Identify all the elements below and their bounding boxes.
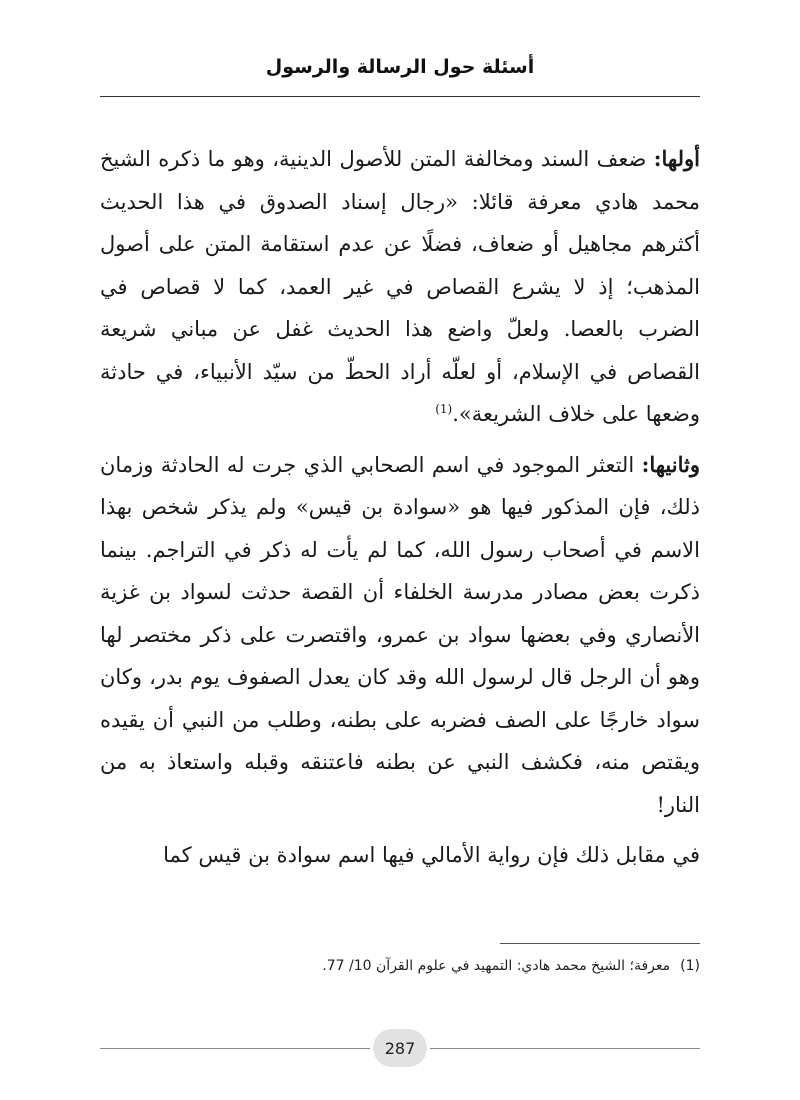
body-text (100, 138, 700, 885)
paragraph-1-text: ضعف السند ومخالفة المتن للأصول الدينية، وهو ما ذكره الشيخ محمد هادي معرفة قائلا: «رجال إسناد الصدوق في هذا الحديث أكثرهم مجاهيل أو ضعاف، فضلًا عن عدم استقامة المتن على أصول المذهب؛ إذ لا يشرع القصاص في غير العمد، كما لا قصاص في الضرب بالعصا. ولعلّ واضع هذا الحديث غفل عن مباني شريعة القصاص في الإسلام، أو لعلّه أراد الحطّ من سيّد الأنبياء، في حادثة وضعها على خلاف الشريعة». (100, 147, 700, 426)
footnote-rule (500, 943, 700, 944)
footnote-number: (1) (680, 958, 700, 974)
paragraph-3 (100, 834, 700, 877)
header-rule (100, 96, 700, 97)
paragraph-2-text: التعثر الموجود في اسم الصحابي الذي جرت له الحادثة وزمان ذلك، فإن المذكور فيها هو «سوادة بن قيس» ولم يذكر شخص بهذا الاسم في أصحاب رسول الله، كما لم يأت له ذكر في التراجم. بينما ذكرت بعض مصادر مدرسة الخلفاء أن القصة حدثت لسواد بن غزية الأنصاري وفي بعضها سواد بن عمرو، واقتصرت على ذكر مختصر لها وهو أن الرجل قال لرسول الله وقد كان يعدل الصفوف يوم بدر، وكان سواد خارجًا على الصف فضربه على بطنه، وطلب من النبي أن يقيده ويقتص منه، فكشف النبي عن بطنه فاعتنقه وقبله واستعاذ به من النار! (100, 452, 701, 817)
footnote (100, 958, 700, 974)
footer-rule-left (100, 1048, 370, 1049)
footer-rule-right (430, 1048, 700, 1049)
paragraph-2-lead: وثانيها: (641, 451, 700, 477)
paragraph-1-lead: أولها: (653, 146, 700, 171)
footnote-text: معرفة؛ الشيخ محمد هادي: التمهيد في علوم القرآن 10/ 77. (322, 958, 671, 974)
paragraph-2 (100, 444, 700, 827)
running-header-title: أسئلة حول الرسالة والرسول (265, 56, 535, 78)
paragraph-3-text: في مقابل ذلك فإن رواية الأمالي فيها اسم سوادة بن قيس كما (163, 843, 700, 867)
footnote-reference-mark: (1) (435, 402, 453, 416)
paragraph-1 (100, 138, 700, 436)
page-number-badge: 287 (373, 1029, 427, 1067)
